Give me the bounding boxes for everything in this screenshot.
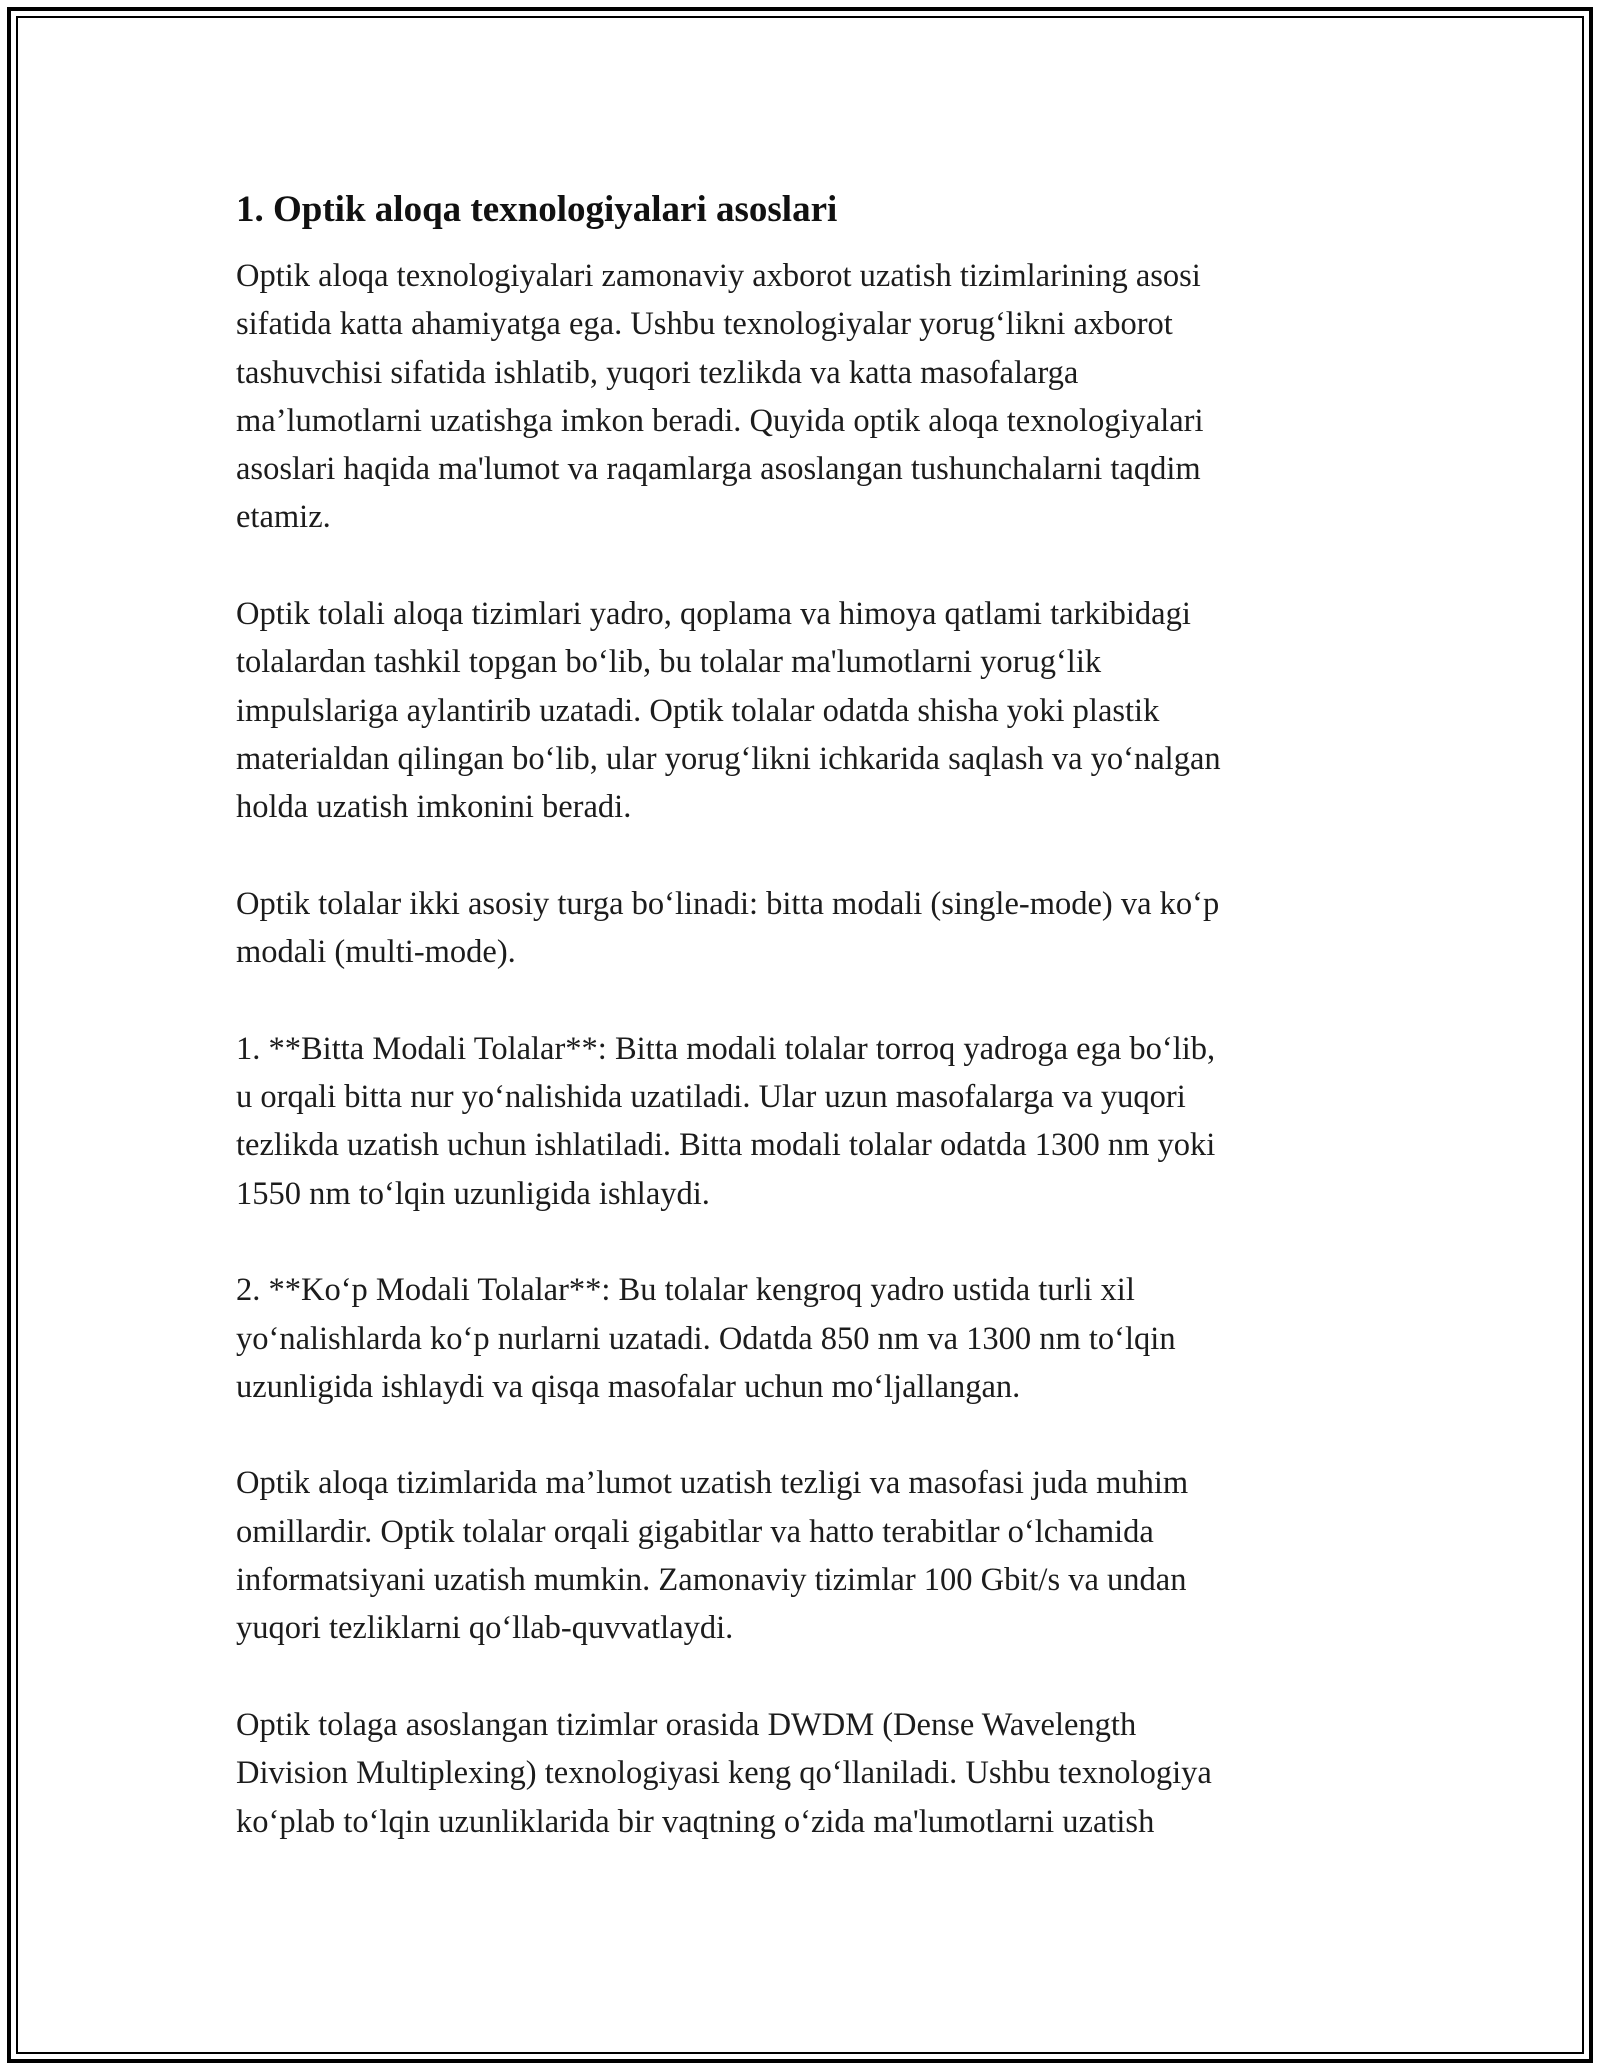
text-line: Optik aloqa tizimlarida ma’lumot uzatish tezligi va masofasi juda muhim — [236, 1465, 1189, 1502]
text-line: omillardir. Optik tolalar orqali gigabitlar va hatto terabitlar o‘lchamida — [236, 1513, 1154, 1550]
text-line: sifatida katta ahamiyatga ega. Ushbu texnologiyalar yorug‘likni axborot — [236, 306, 1173, 343]
text-line: yuqori tezliklarni qo‘llab-quvvatlaydi. — [236, 1610, 734, 1647]
paragraph — [236, 1025, 1364, 1218]
text-line: tolalardan tashkil topgan bo‘lib, bu tolalar ma'lumotlarni yorug‘lik — [236, 644, 1102, 681]
text-line: informatsiyani uzatish mumkin. Zamonaviy tizimlar 100 Gbit/s va undan — [236, 1562, 1187, 1599]
text-line: tezlikda uzatish uchun ishlatiladi. Bitta modali tolalar odatda 1300 nm yoki — [236, 1127, 1216, 1164]
document-body — [236, 186, 1364, 1894]
text-line: Optik aloqa texnologiyalari zamonaviy axborot uzatish tizimlarining asosi — [236, 258, 1201, 294]
text-line: modali (multi-mode). — [236, 934, 516, 971]
text-line: u orqali bitta nur yo‘nalishida uzatiladi. Ular uzun masofalarga va yuqori — [236, 1079, 1186, 1116]
text-line: impulslariga aylantirib uzatadi. Optik tolalar odatda shisha yoki plastik — [236, 692, 1160, 729]
text-line: Optik tolaga asoslangan tizimlar orasida DWDM (Dense Wavelength — [236, 1706, 1137, 1743]
text-line: materialdan qilingan bo‘lib, ular yorug‘likni ichkarida saqlash va yo‘nalgan — [236, 740, 1221, 777]
paragraph — [236, 252, 1364, 542]
text-line: 2. **Ko‘p Modali Tolalar**: Bu tolalar kengroq yadro ustida turli xil — [236, 1272, 1135, 1309]
paragraph — [236, 880, 1364, 977]
text-line: Optik tolalar ikki asosiy turga bo‘linadi: bitta modali (single-mode) va ko‘p — [236, 885, 1220, 922]
text-line: asoslari haqida ma'lumot va raqamlarga asoslangan tushunchalarni taqdim — [236, 451, 1201, 488]
paragraph — [236, 1459, 1364, 1652]
paragraph — [236, 590, 1364, 831]
text-line: uzunligida ishlaydi va qisqa masofalar uchun mo‘ljallangan. — [236, 1368, 1021, 1405]
paragraph — [236, 1266, 1364, 1411]
text-line: Division Multiplexing) texnologiyasi keng qo‘llaniladi. Ushbu texnologiya — [236, 1755, 1212, 1792]
text-line: ko‘plab to‘lqin uzunliklarida bir vaqtning o‘zida ma'lumotlarni uzatish — [236, 1803, 1155, 1840]
text-line: 1. **Bitta Modali Tolalar**: Bitta modali tolalar torroq yadroga ega bo‘lib, — [236, 1030, 1216, 1067]
text-line: holda uzatish imkonini beradi. — [236, 789, 632, 826]
section-heading: 1. Optik aloqa texnologiyalari asoslari — [236, 189, 838, 230]
paragraph — [236, 1701, 1364, 1846]
text-line: etamiz. — [236, 499, 331, 536]
text-line: ma’lumotlarni uzatishga imkon beradi. Quyida optik aloqa texnologiyalari — [236, 402, 1204, 439]
text-line: Optik tolali aloqa tizimlari yadro, qoplama va himoya qatlami tarkibidagi — [236, 596, 1191, 633]
text-line: yo‘nalishlarda ko‘p nurlarni uzatadi. Odatda 850 nm va 1300 nm to‘lqin — [236, 1320, 1176, 1357]
text-line: tashuvchisi sifatida ishlatib, yuqori tezlikda va katta masofalarga — [236, 354, 1079, 391]
paragraph-list — [236, 252, 1364, 1846]
text-line: 1550 nm to‘lqin uzunligida ishlaydi. — [236, 1175, 710, 1212]
